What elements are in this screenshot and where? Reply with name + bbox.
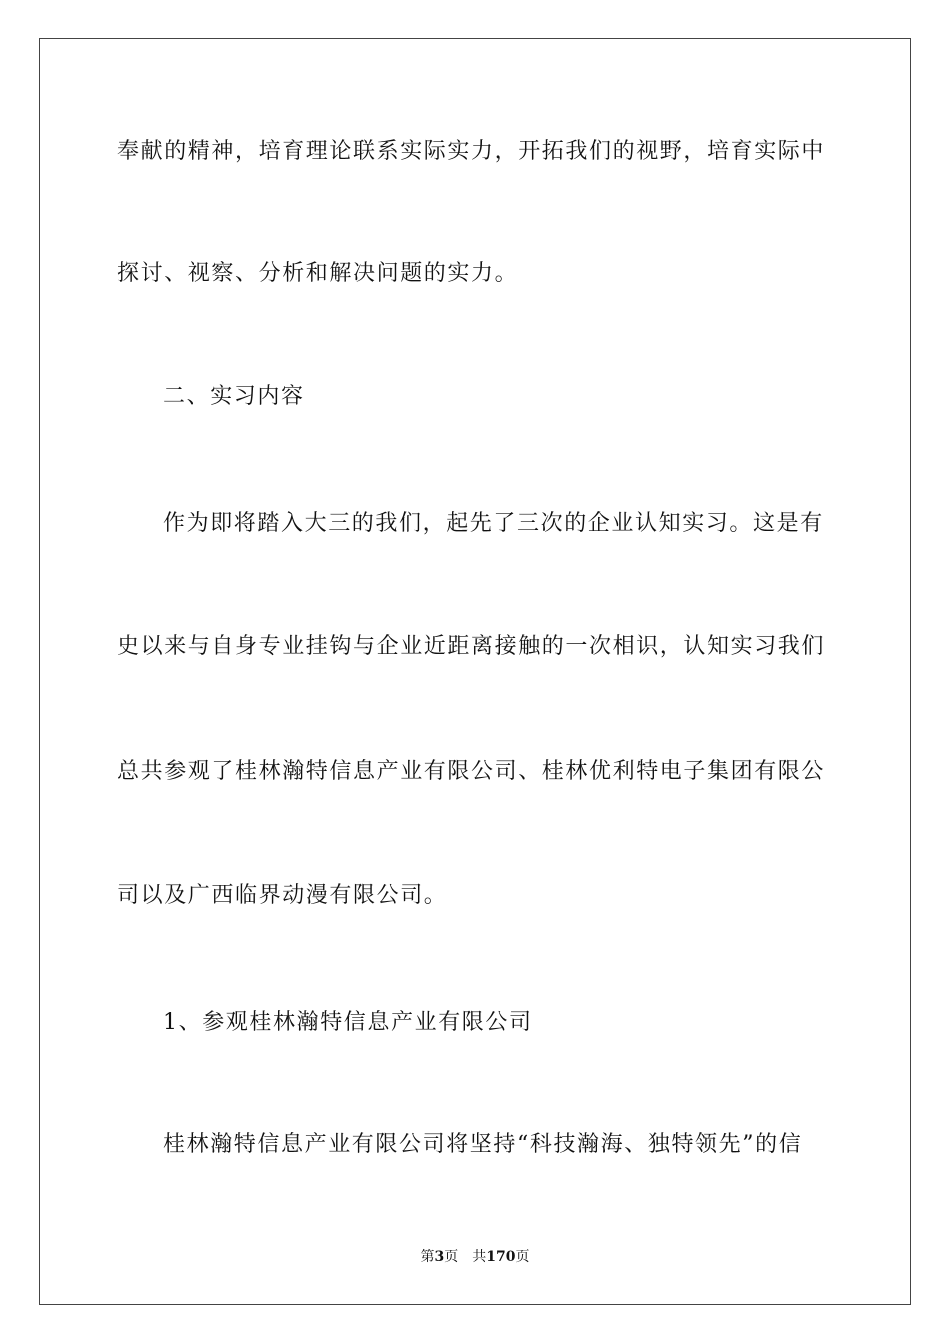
paragraph-line: 司以及广西临界动漫有限公司。	[117, 883, 448, 908]
footer-page-suffix: 页	[444, 1249, 459, 1265]
paragraph-line: 桂林瀚特信息产业有限公司将坚持“科技瀚海、独特领先”的信	[163, 1132, 803, 1157]
paragraph-line: 总共参观了桂林瀚特信息产业有限公司、桂林优利特电子集团有限公	[117, 759, 826, 784]
section-heading: 二、实习内容	[163, 384, 305, 409]
paragraph-line: 奉献的精神，培育理论联系实际实力，开拓我们的视野，培育实际中	[117, 139, 826, 164]
footer-total-prefix: 共	[472, 1249, 487, 1265]
paragraph-line: 探讨、视察、分析和解决问题的实力。	[117, 261, 519, 286]
page-border	[39, 38, 911, 1305]
footer-page-prefix: 第	[420, 1249, 435, 1265]
subsection-heading: 1、参观桂林瀚特信息产业有限公司	[163, 1010, 533, 1035]
paragraph-line: 作为即将踏入大三的我们，起先了三次的企业认知实习。这是有	[163, 511, 824, 536]
footer-total-suffix: 页	[515, 1249, 530, 1265]
paragraph-line: 史以来与自身专业挂钩与企业近距离接触的一次相识，认知实习我们	[117, 634, 826, 659]
footer-page-number: 3	[434, 1249, 445, 1265]
page-footer	[0, 1247, 950, 1267]
footer-total-pages: 170	[486, 1249, 516, 1265]
